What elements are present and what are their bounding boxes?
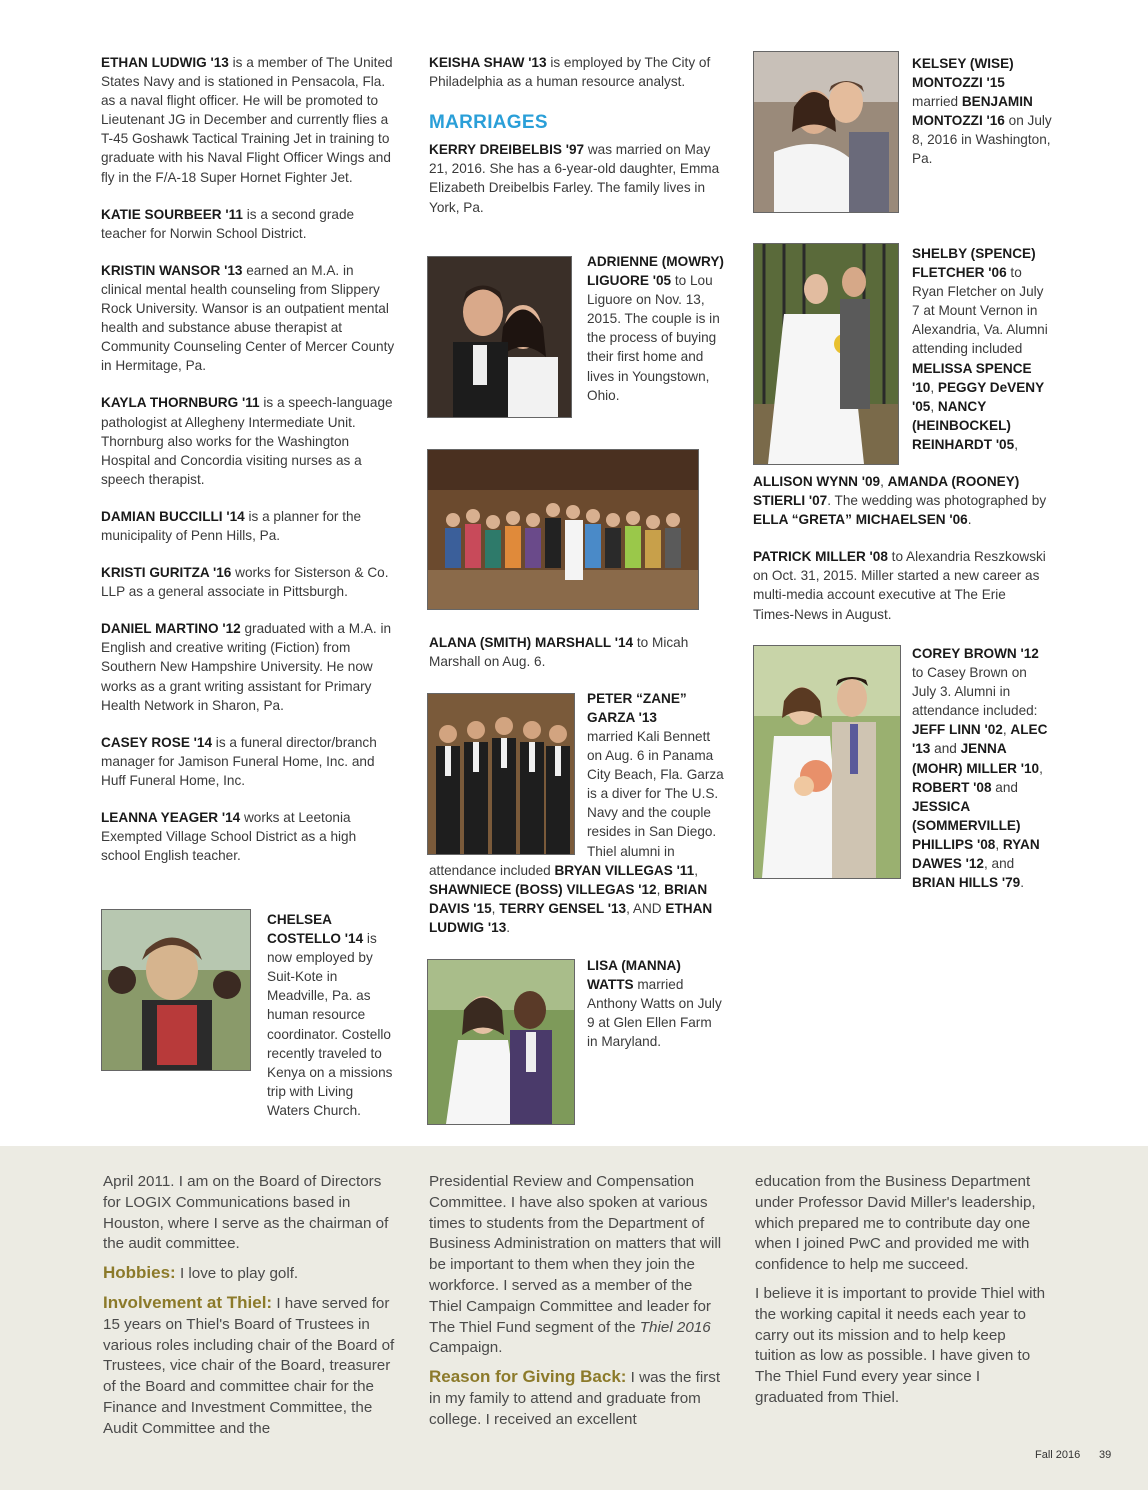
photo-watts [427,959,575,1125]
band-hobbies: Hobbies: I love to play golf. [103,1263,299,1283]
issue-label: Fall 2016 [1035,1449,1081,1461]
band-paragraph-1: April 2011. I am on the Board of Directors for LOGIX Communications based in Houston, where I serve as the chairman of the audit committee. [103,1173,389,1253]
note-liguore: ADRIENNE (MOWRY) LIGUORE '05 to Lou Liguore on Nov. 13, 2015. The couple is in the process of buying their first home and lives in Youngstown, Ohio. [587,254,724,403]
photo-liguore-image [428,257,571,417]
note-garza-top: PETER “ZANE” GARZA '13 [587,691,687,726]
note-fletcher-top: SHELBY (SPENCE) FLETCHER '06 to Ryan Fletcher on July 7 at Mount Vernon in Alexandria, Va. Alumni attending included MELISSA SPENCE '10, PEGGY DeVENY '05, NANCY (HEINBOCKEL) REINHARDT '05, [912,246,1048,452]
column-2-top [429,53,724,235]
photo-watts-image [428,960,574,1124]
photo-liguore [427,256,572,418]
hobbies-label: Hobbies: [103,1263,176,1283]
note-sourbeer: KATIE SOURBEER '11 is a second grade teacher for Norwin School District. [101,206,355,241]
photo-montozzi [753,51,899,213]
photo-costello [101,909,251,1071]
note-montozzi: KELSEY (WISE) MONTOZZI '15 married BENJAMIN MONTOZZI '16 on July 8, 2016 in Washington, Pa. [912,56,1052,167]
note-thornburg: KAYLA THORNBURG '11 is a speech-language pathologist at Allegheny Intermediate Unit. Thornburg also works for the Washington Hospital and Concordia visiting nurses as a speech therapist. [101,395,393,487]
note-rose: CASEY ROSE '14 is a funeral director/branch manager for Jamison Funeral Home, Inc. and Huff Funeral Home, Inc. [101,734,377,788]
note-dreibelbis: KERRY DREIBELBIS '97 was married on May 21, 2016. She has a 6-year-old daughter, Emma Elizabeth Dreibelbis Farley. The family lives in York, Pa. [429,142,720,215]
photo-montozzi-image [754,52,898,212]
note-miller: PATRICK MILLER '08 to Alexandria Reszkowski on Oct. 31, 2015. Miller started a new career as multi-media account executive at The Erie Times-News in August. [753,549,1046,622]
note-martino: DANIEL MARTINO '12 graduated with a M.A. in English and creative writing (Fiction) from Southern New Hampshire University. He now works as a grant writing assistant for Primary Health Network in Sharon, Pa. [101,621,392,713]
note-brown: COREY BROWN '12 to Casey Brown on July 3. Alumni in attendance included: JEFF LINN '02, ALEC '13 and JENNA (MOHR) MILLER '10, ROBERT '08 and JESSICA (SOMMERVILLE) PHILLIPS '08, RYAN DAWES '12, and BRIAN HILLS '79. [912,646,1048,891]
column-2-mid [429,633,724,689]
note-buccilli: DAMIAN BUCCILLI '14 is a planner for the municipality of Penn Hills, Pa. [101,508,362,543]
note-costello: CHELSEA COSTELLO '14 is now employed by Suit-Kote in Meadville, Pa. as human resource coordinator. Costello recently traveled to Kenya on a missions trip with Living Waters Church. [267,912,393,1118]
photo-fletcher [753,243,899,465]
giving-label: Reason for Giving Back: [429,1367,627,1387]
photo-costello-image [102,910,250,1070]
band-column-2 [429,1172,724,1439]
band-column-1 [103,1172,398,1448]
note-yeager: LEANNA YEAGER '14 works at Leetonia Exempted Village School District as a high school English teacher. [101,810,357,864]
band-paragraph-2: Presidential Review and Compensation Committee. I have also spoken at various times to students from the Department of Business Administration on matters that will be important to them when they join the workforce. I served as a member of the Thiel Campaign Committee and leader for The Thiel Fund segment of the Thiel 2016 Campaign. [429,1173,722,1357]
photo-fletcher-image [754,244,898,464]
note-watts: LISA (MANNA) WATTS married Anthony Watts on July 9 at Glen Ellen Farm in Maryland. [587,958,722,1050]
photo-marshall-group [427,449,699,610]
band-paragraph-3: education from the Business Department under Professor David Miller's leadership, which prepared me to contribute day one when I joined PwC and provided me with confidence to help me succeed. [755,1173,1036,1274]
photo-brown-image [754,646,900,878]
page-number: 39 [1099,1449,1112,1461]
photo-brown [753,645,901,879]
note-fletcher-continued: ALLISON WYNN '09, AMANDA (ROONEY) STIERLI '07. The wedding was photographed by ELLA “GRETA” MICHAELSEN '06. [753,474,1047,528]
section-heading-marriages: MARRIAGES [429,112,548,134]
band-involvement: Involvement at Thiel: I have served for 15 years on Thiel's Board of Trustees in various roles including chair of the Board of Trustees, vice chair of the Board, treasurer of the Board and committee chair for the Finance and Investment Committee, the Audit Committee and the [103,1292,395,1437]
band-paragraph-4: I believe it is important to provide Thiel with the working capital it needs each year to carry out its mission and to help keep tuition as low as possible. I have given to The Thiel Fund every year since I graduated from Thiel. [755,1284,1046,1406]
note-wansor: KRISTIN WANSOR '13 earned an M.A. in clinical mental health counseling from Slippery Rock University. Wansor is an outpatient mental health and substance abuse therapist at Community Counseling Center of Mercer County in Hermitage, Pa. [101,262,395,374]
garza-photo-spacer [429,689,587,860]
note-marshall: ALANA (SMITH) MARSHALL '14 to Micah Marshall on Aug. 6. [429,635,689,670]
band-column-3 [755,1172,1050,1417]
note-ludwig: ETHAN LUDWIG '13 is a member of The United States Navy and is stationed in Pensacola, Fla. as a naval flight officer. He will be promoted to Lieutenant JG in December and currently flies a T-45 Goshawk Tactical Training Jet in training to graduate with his Naval Flight Officer Wings and fly in the F/A-18 Super Hornet Fighter Jet. [101,55,393,185]
involvement-label: Involvement at Thiel: [103,1292,273,1312]
column-1 [101,53,396,883]
note-fletcher-bottom [753,472,1048,642]
photo-marshall-group-image [428,450,698,609]
note-shaw: KEISHA SHAW '13 is employed by The City of Philadelphia as a human resource analyst. [429,55,711,90]
note-garza: married Kali Bennett on Aug. 6 in Panama City Beach, Fla. Garza is a diver for The U.S. Navy and the couple resides in San Diego. Thiel alumni in attendance included BRYAN VILLEGAS '11, SHAWNIECE (BOSS) VILLEGAS '12, BRIAN DAVIS '15, TERRY GENSEL '13, AND ETHAN LUDWIG '13. [429,689,724,937]
note-guritza: KRISTI GURITZA '16 works for Sisterson & Co. LLP as a general associate in Pittsburgh. [101,565,389,600]
band-giving: Reason for Giving Back: I was the first in my family to attend and graduate from college. I received an excellent [429,1367,721,1428]
